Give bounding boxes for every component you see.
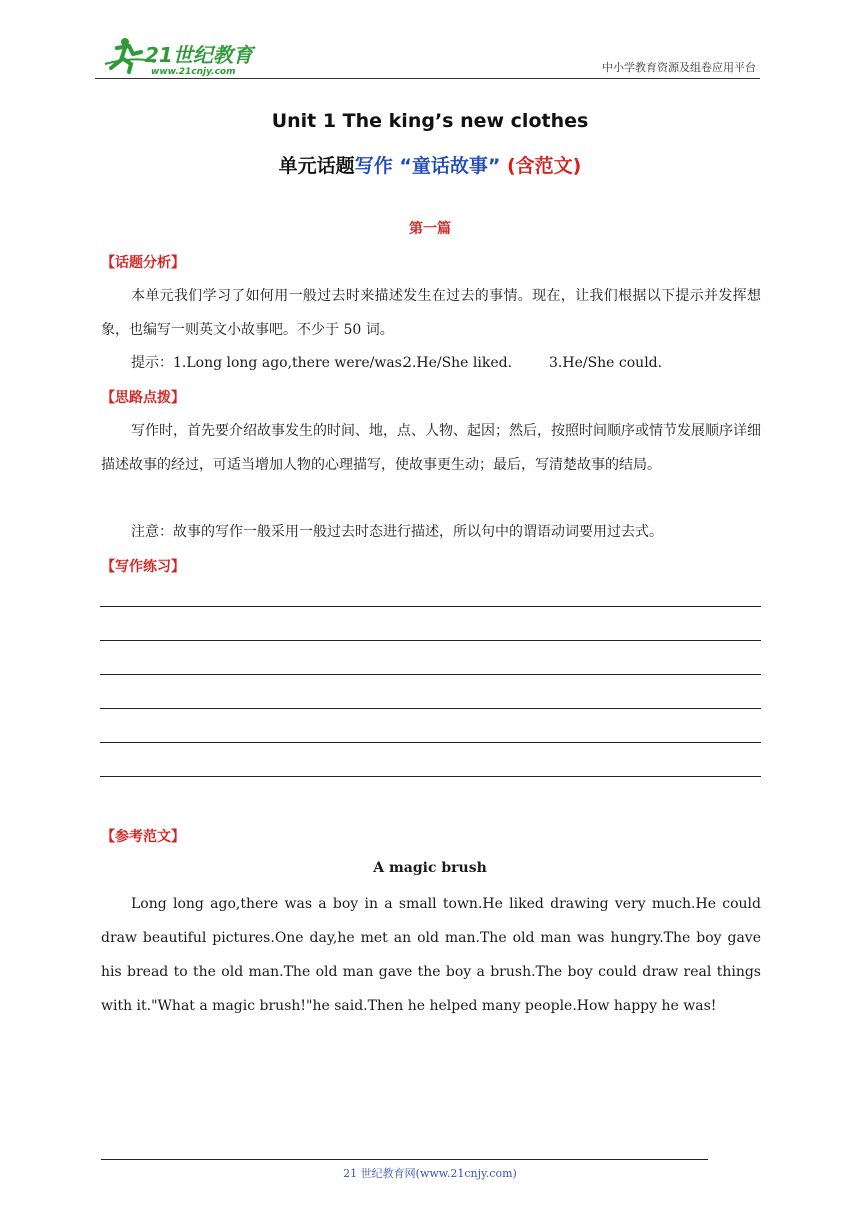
- tips-text: 写作时，首先要介绍故事发生的时间、地，点、人物、起因；然后，按照时间顺序或情节发展顺序详细描述故事的经过，可适当增加人物的心理描写，使故事更生动；最后，写清楚故事的结局。: [101, 423, 761, 473]
- essay-title: A magic brush: [373, 860, 487, 876]
- title-cn-part1: 单元话题: [278, 155, 355, 177]
- note-text: 注意：故事的写作一般采用一般过去时态进行描述，所以句中的谓语动词要用过去式。: [131, 524, 663, 540]
- writing-line[interactable]: [100, 640, 761, 641]
- site-logo: [95, 34, 275, 76]
- essay-body: Long long ago,there was a boy in a small town.He liked drawing very much.He could draw beautiful pictures.One day,he met an old man.The old man was hungry.The boy gave his bread to the old man.The old man gave the boy a brush.The boy could draw real things with it."What a magic brush!"he said.Then he helped many people.How happy he was!: [101, 896, 761, 1014]
- footer-divider: [101, 1159, 708, 1160]
- writing-line[interactable]: [100, 606, 761, 607]
- hint-item-1: 1.Long long ago,there were/was.: [173, 355, 407, 371]
- page-title-english: Unit 1 The king’s new clothes: [271, 110, 589, 132]
- hint-prefix: 提示：: [131, 355, 173, 371]
- hint-item-3: 3.He/She could.: [549, 355, 663, 371]
- writing-line[interactable]: [100, 674, 761, 675]
- hint-item-2: 2.He/She liked.: [403, 355, 513, 371]
- page-header: [95, 34, 760, 79]
- writing-line[interactable]: [100, 708, 761, 709]
- title-cn-part2: 写作: [354, 155, 393, 177]
- title-cn-part4: (含范文): [506, 155, 582, 177]
- svg-text:www.21cnjy.com: www.21cnjy.com: [151, 67, 236, 76]
- tips-label: 【思路点拨】: [101, 390, 185, 406]
- writing-line[interactable]: [100, 742, 761, 743]
- writing-line[interactable]: [100, 776, 761, 777]
- hint-line: [131, 346, 662, 380]
- part-title: 第一篇: [409, 221, 451, 237]
- page-title-chinese: [0, 151, 860, 178]
- footer-text[interactable]: 21 世纪教育网(www.21cnjy.com): [343, 1167, 517, 1180]
- reference-label: 【参考范文】: [101, 829, 185, 845]
- analysis-label: 【话题分析】: [101, 255, 185, 271]
- svg-text:21世纪教育: 21世纪教育: [145, 43, 253, 67]
- title-cn-part3: “童话故事”: [399, 155, 501, 177]
- header-platform-text: 中小学教育资源及组卷应用平台: [602, 61, 756, 74]
- analysis-text: 本单元我们学习了如何用一般过去时来描述发生在过去的事情。现在，让我们根据以下提示并发挥想象，也编写一则英文小故事吧。不少于 50 词。: [101, 288, 761, 338]
- practice-label: 【写作练习】: [101, 559, 185, 575]
